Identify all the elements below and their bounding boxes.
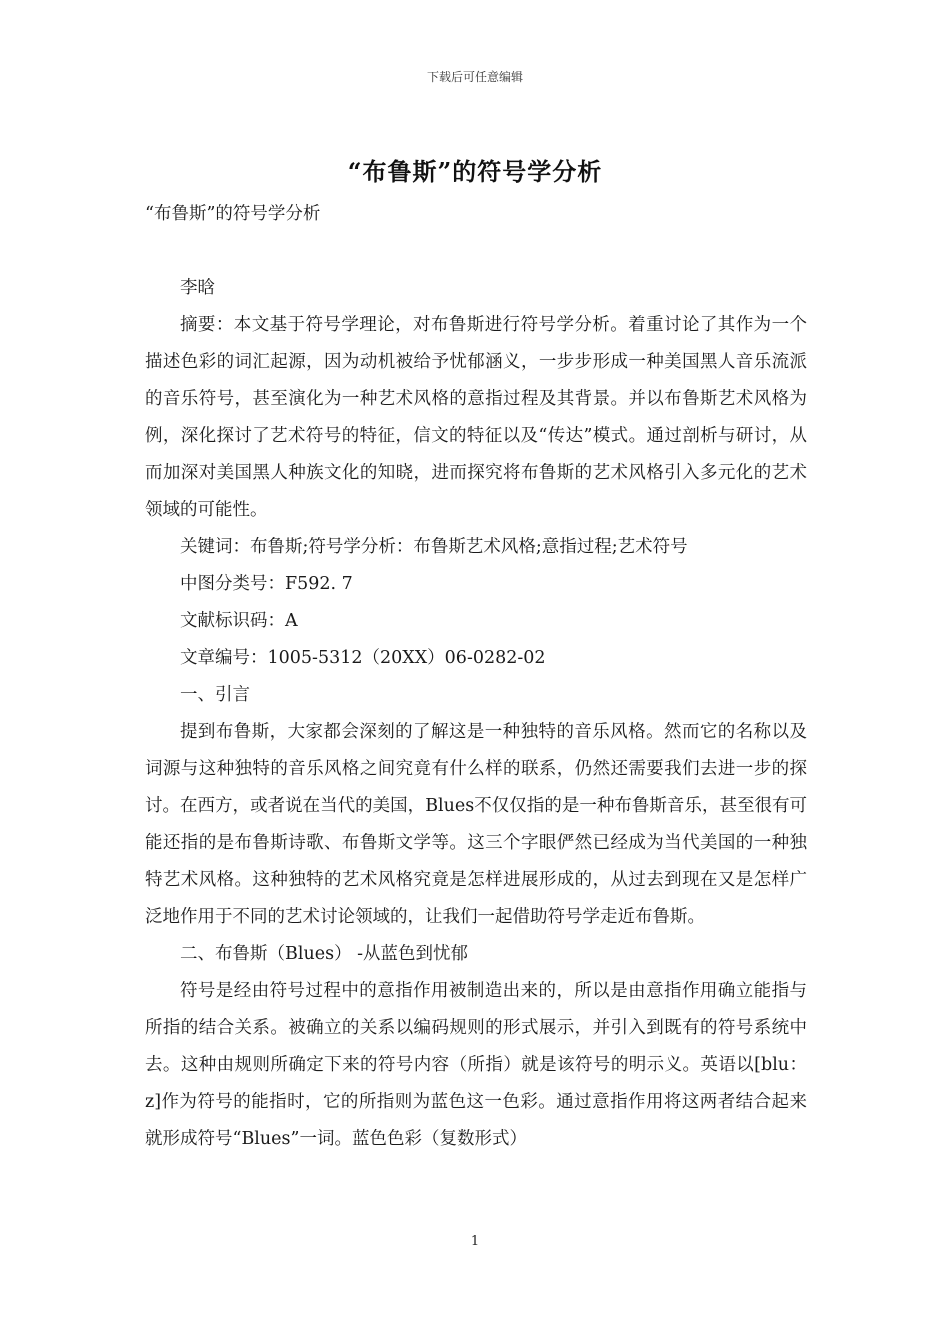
page-number: 1 (470, 1234, 480, 1249)
document-body (145, 196, 807, 1158)
abstract-paragraph: 摘要：本文基于符号学理论，对布鲁斯进行符号学分析。着重讨论了其作为一个描述色彩的词汇起源，因为动机被给予忧郁涵义，一步步形成一种美国黑人音乐流派的音乐符号，甚至演化为一种艺术风格的意指过程及其背景。并以布鲁斯艺术风格为例，深化探讨了艺术符号的特征，信文的特征以及“传达”模式。通过剖析与研讨，从而加深对美国黑人种族文化的知晓，进而探究将布鲁斯的艺术风格引入多元化的艺术领域的可能性。 (145, 315, 807, 520)
section-heading-intro: 一、引言 (180, 685, 250, 705)
section-heading-blues: 二、布鲁斯（Blues） -从蓝色到忧郁 (180, 944, 469, 964)
document-subtitle: “布鲁斯”的符号学分析 (145, 204, 321, 224)
article-number-line: 文章编号：1005-5312（20XX）06-0282-02 (180, 648, 546, 668)
header-note: 下载后可任意编辑 (426, 70, 523, 84)
document-title: “布鲁斯”的符号学分析 (347, 157, 603, 186)
classification-line: 中图分类号：F592. 7 (180, 574, 353, 594)
keywords-line: 关键词：布鲁斯;符号学分析：布鲁斯艺术风格;意指过程;艺术符号 (180, 537, 688, 557)
intro-paragraph: 提到布鲁斯，大家都会深刻的了解这是一种独特的音乐风格。然而它的名称以及词源与这种独特的音乐风格之间究竟有什么样的联系，仍然还需要我们去进一步的探讨。在西方，或者说在当代的美国，Blues不仅仅指的是一种布鲁斯音乐，甚至很有可能还指的是布鲁斯诗歌、布鲁斯文学等。这三个字眼俨然已经成为当代美国的一种独特艺术风格。这种独特的艺术风格究竟是怎样进展形成的，从过去到现在又是怎样广泛地作用于不同的艺术讨论领域的，让我们一起借助符号学走近布鲁斯。 (145, 722, 807, 927)
doc-code-line: 文献标识码：A (180, 611, 298, 631)
blues-paragraph: 符号是经由符号过程中的意指作用被制造出来的，所以是由意指作用确立能指与所指的结合关系。被确立的关系以编码规则的形式展示，并引入到既有的符号系统中去。这种由规则所确定下来的符号内容（所指）就是该符号的明示义。英语以[blu：z]作为符号的能指时，它的所指则为蓝色这一色彩。通过意指作用将这两者结合起来就形成符号“Blues”一词。蓝色色彩（复数形式） (145, 981, 807, 1149)
author-line: 李晗 (180, 278, 215, 298)
